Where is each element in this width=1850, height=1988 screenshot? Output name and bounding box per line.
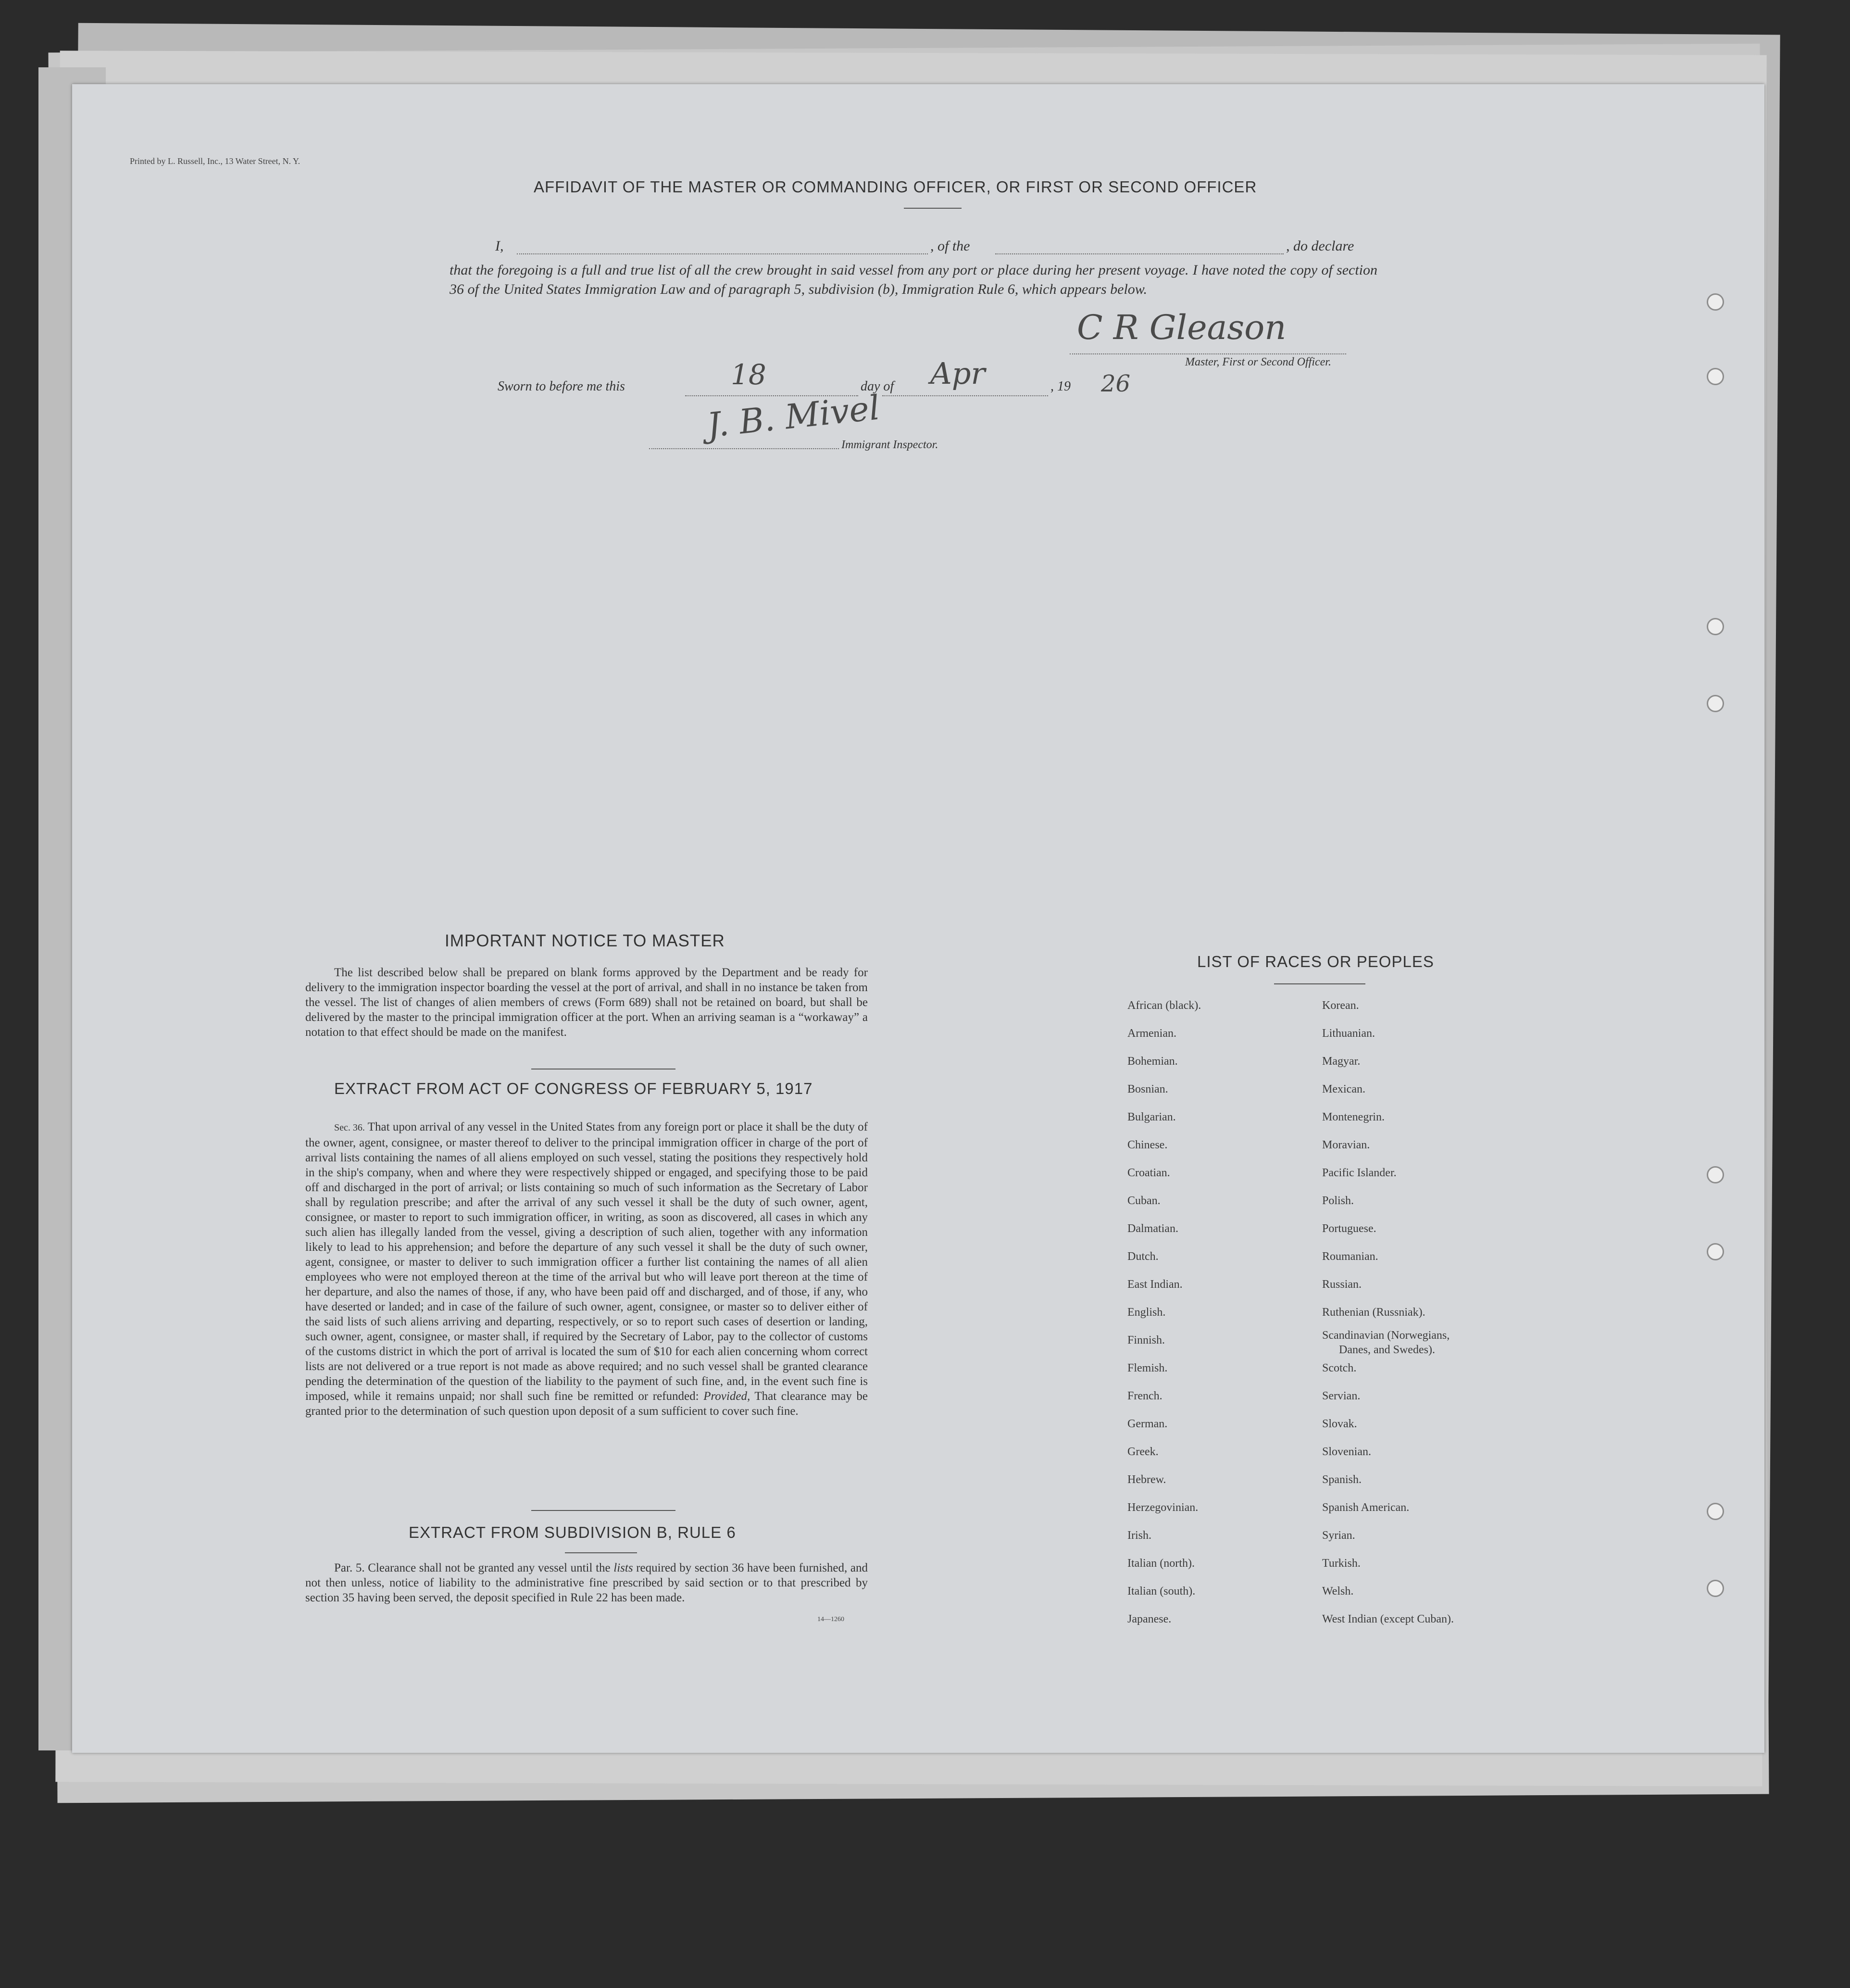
race-item: Bosnian. — [1127, 1083, 1168, 1095]
notice-text — [305, 965, 868, 1040]
binder-hole — [1707, 695, 1724, 712]
race-item: Mexican. — [1322, 1083, 1365, 1095]
act-text — [305, 1120, 868, 1419]
race-item: Spanish. — [1322, 1473, 1362, 1486]
race-item: Russian. — [1322, 1278, 1362, 1291]
declaration-i: I, — [495, 238, 504, 254]
binder-hole — [1707, 368, 1724, 385]
race-item: Bohemian. — [1127, 1055, 1178, 1068]
act-body: That upon arrival of any vessel in the United States from any foreign port or place it shall be the duty of the owner, agent, consignee, or master thereof to deliver to the principal immigration officer in charge of the port of arrival lists containing the names of all aliens employed on such vessel, stating the positions they respectively hold in the ship's company, when and where they were respectively shipped or engaged, and specifying those to be paid off and discharged in the port of arrival; or lists containing so much of such information as the Secretary of Labor shall by regulation prescribe; and after the arrival of any such vessel it shall be the duty of such owner, agent, consignee, or master to report to such immigration officer, in writing, as soon as discovered, all cases in which any such alien has illegally landed from the vessel, giving a description of such alien, together with any information likely to lead to his apprehension; and before the departure of any such vessel it shall be the duty of such owner, agent, consignee, or master to deliver to such immigration officer a further list containing the names of all alien employees who were not employed thereon at the time of the arrival but who will leave port thereon at the time of her departure, and also the names of those, if any, who have been paid off and discharged, and of those, if any, who have deserted or landed; and in case of the failure of such owner, agent, consignee, or master so to deliver either of the said lists of such aliens arriving and departing, respectively, or so to report such cases of desertion or landing, such owner, agent, consignee, or master shall, if required by the Secretary of Labor, pay to the collector of customs of the customs district in which the port of arrival is located the sum of $10 for each alien concerning whom correct lists are not delivered or a true report is not made as above required; and no such vessel shall be granted clearance pending the determination of the question of the liability to the payment of such fine, and, in the event such fine is imposed, while it remains unpaid; nor shall such fine be remitted or refunded: — [305, 1120, 868, 1403]
race-item: Magyar. — [1322, 1055, 1361, 1068]
section-rule — [531, 1510, 675, 1511]
rule-title: EXTRACT FROM SUBDIVISION B, RULE 6 — [409, 1523, 736, 1541]
race-item: Welsh. — [1322, 1585, 1354, 1598]
race-item: Croatian. — [1127, 1167, 1170, 1179]
signature-caption: Master, First or Second Officer. — [1185, 356, 1331, 368]
binder-hole — [1707, 293, 1724, 311]
inspector-blank — [649, 448, 839, 449]
act-body-end: That clearance may be granted prior to the determination of such question upon deposit of a sum sufficient to cover such fine. — [305, 1390, 868, 1418]
title-rule — [904, 208, 962, 209]
vessel-blank — [995, 253, 1284, 254]
act-title: EXTRACT FROM ACT OF CONGRESS OF FEBRUARY 5, 1917 — [334, 1080, 813, 1097]
race-item: African (black). — [1127, 999, 1201, 1012]
race-item: English. — [1127, 1306, 1166, 1319]
race-item: Flemish. — [1127, 1362, 1168, 1374]
race-item: Korean. — [1322, 999, 1359, 1012]
declaration-paragraph: that the foregoing is a full and true list of all the crew brought in said vessel from any port or place during her present voyage. I have noted the copy of section 36 of the United States Immigration Law and of paragraph 5, subdivision (b), Immigration Rule 6, which appears below. — [450, 262, 1377, 297]
race-item: Roumanian. — [1322, 1250, 1378, 1263]
race-item: Hebrew. — [1127, 1473, 1166, 1486]
race-item: Lithuanian. — [1322, 1027, 1375, 1040]
binder-hole — [1707, 1580, 1724, 1597]
race-item: German. — [1127, 1418, 1168, 1430]
race-item: Irish. — [1127, 1529, 1151, 1542]
race-item: Dutch. — [1127, 1250, 1159, 1263]
race-item: Ruthenian (Russniak). — [1322, 1306, 1425, 1319]
master-signature: C R Gleason — [1077, 308, 1287, 347]
rule-text — [305, 1560, 868, 1605]
race-item: Cuban. — [1127, 1195, 1161, 1207]
printer-imprint: Printed by L. Russell, Inc., 13 Water Street, N. Y. — [130, 156, 300, 166]
form-page — [72, 84, 1764, 1753]
rule-body-b: required by section 36 have been furnished, and not then unless, notice of liability to the administrative fine prescribed by said section or to that prescribed by section 35 having been served, the deposit specified in Rule 22 has been made. — [305, 1561, 868, 1604]
race-item: Pacific Islander. — [1322, 1167, 1397, 1179]
sworn-dayof: day of — [861, 379, 894, 394]
race-item: Dalmatian. — [1127, 1222, 1178, 1235]
binder-hole — [1707, 618, 1724, 635]
race-item: Herzegovinian. — [1127, 1501, 1199, 1514]
race-item-continuation: Danes, and Swedes). — [1339, 1344, 1435, 1356]
race-item: Bulgarian. — [1127, 1111, 1176, 1123]
sworn-year: 26 — [1101, 370, 1131, 397]
race-item: Scotch. — [1322, 1362, 1357, 1374]
race-item: Slovenian. — [1322, 1446, 1371, 1458]
race-item: West Indian (except Cuban). — [1322, 1613, 1454, 1625]
name-blank — [517, 253, 928, 254]
form-number: 14—1260 — [817, 1616, 844, 1623]
sworn-prefix: Sworn to before me this — [498, 379, 625, 394]
binder-hole — [1707, 1166, 1724, 1183]
race-item: Greek. — [1127, 1446, 1159, 1458]
race-item: Portuguese. — [1322, 1222, 1376, 1235]
races-title: LIST OF RACES OR PEOPLES — [1197, 953, 1434, 970]
inspector-caption: Immigrant Inspector. — [841, 439, 938, 451]
notice-title: IMPORTANT NOTICE TO MASTER — [445, 931, 725, 950]
race-item: Scandinavian (Norwegians, — [1322, 1329, 1450, 1342]
races-rule — [1274, 983, 1365, 984]
race-item: East Indian. — [1127, 1278, 1183, 1291]
declaration-declare: , do declare — [1286, 238, 1354, 254]
binder-hole — [1707, 1243, 1724, 1260]
race-item: French. — [1127, 1390, 1162, 1402]
section-rule — [565, 1552, 637, 1553]
inspector-signature: J. B. Mivel — [705, 388, 882, 445]
race-item: Spanish American. — [1322, 1501, 1410, 1514]
provided-label: Provided, — [703, 1390, 750, 1403]
sworn-month: Apr — [930, 356, 986, 391]
signature-blank — [1070, 353, 1346, 354]
sworn-day: 18 — [731, 358, 766, 391]
race-item: Finnish. — [1127, 1334, 1165, 1346]
race-item: Japanese. — [1127, 1613, 1172, 1625]
binder-hole — [1707, 1503, 1724, 1520]
sec-label: Sec. 36. — [334, 1122, 365, 1133]
race-item: Montenegrin. — [1322, 1111, 1385, 1123]
race-item: Moravian. — [1322, 1139, 1370, 1151]
race-item: Armenian. — [1127, 1027, 1176, 1040]
month-blank — [882, 395, 1048, 396]
race-item: Turkish. — [1322, 1557, 1361, 1570]
race-item: Italian (south). — [1127, 1585, 1196, 1598]
affidavit-title: AFFIDAVIT OF THE MASTER OR COMMANDING OFFICER, OR FIRST OR SECOND OFFICER — [534, 178, 1257, 196]
lists-word: lists — [613, 1561, 633, 1574]
notice-paragraph: The list described below shall be prepared on blank forms approved by the Department and be ready for delivery to the immigration inspector boarding the vessel at the port of arrival, and shall in no instance be taken from the vessel. The list of changes of alien members of crews (Form 689) shall not be retained on board, but shall be delivered by the master to the principal immigration officer at the port. When an arriving seaman is a “workaway” a notation to that effect should be made on the manifest. — [305, 966, 868, 1039]
race-item: Syrian. — [1322, 1529, 1355, 1542]
declaration-ofthe: , of the — [930, 238, 970, 254]
race-item: Slovak. — [1322, 1418, 1357, 1430]
race-item: Polish. — [1322, 1195, 1354, 1207]
race-item: Servian. — [1322, 1390, 1361, 1402]
race-item: Italian (north). — [1127, 1557, 1195, 1570]
race-item: Chinese. — [1127, 1139, 1168, 1151]
sworn-year-prefix: , 19 — [1050, 379, 1071, 394]
rule-body-a: Par. 5. Clearance shall not be granted any vessel until the — [334, 1561, 611, 1574]
